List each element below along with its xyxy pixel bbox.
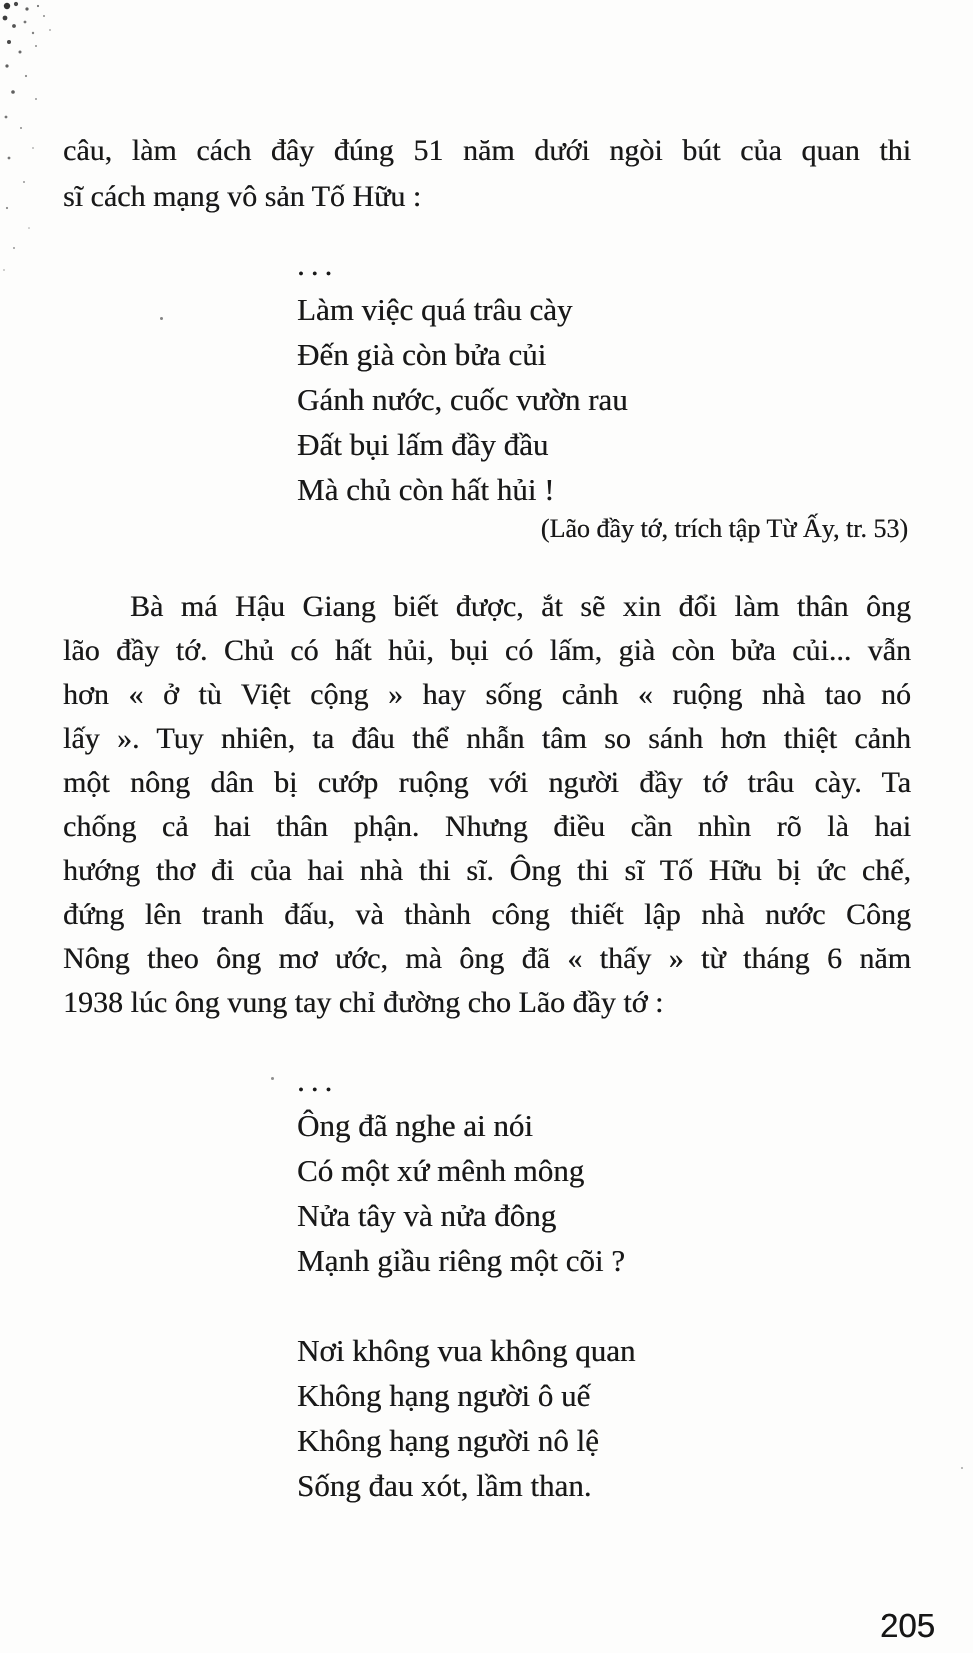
poem-line: Không hạng người nô lệ — [297, 1423, 599, 1458]
paragraph-line: Bà má Hậu Giang biết được, ắt sẽ xin đổi làm thân ông — [130, 590, 911, 623]
paragraph-line: một nông dân bị cướp ruộng với người đầy tớ trâu cày. Ta — [63, 766, 911, 799]
poem-line: Đất bụi lấm đầy đầu — [297, 427, 549, 462]
poem-line: Nơi không vua không quan — [297, 1333, 636, 1368]
paragraph-line: lấy ». Tuy nhiên, ta đâu thể nhẫn tâm so sánh hơn thiệt cảnh — [63, 722, 911, 755]
stanza-gap — [297, 1283, 635, 1328]
paragraph-line: hơn « ở tù Việt cộng » hay sống cảnh « ruộng nhà tao nó — [63, 678, 911, 711]
paragraph-line: đứng lên tranh đấu, và thành công thiết lập nhà nước Công — [63, 898, 911, 931]
paragraph-line: lão đầy tớ. Chủ có hất hủi, bụi có lấm, già còn bửa củi... vẫn — [63, 634, 911, 667]
paragraph-line: chống cả hai thân phận. Nhưng điều cần nhìn rõ là hai — [63, 810, 911, 843]
scan-speck — [160, 317, 163, 320]
intro-line: sĩ cách mạng vô sản Tố Hữu : — [63, 180, 422, 213]
intro-paragraph — [63, 128, 911, 220]
poem-citation: (Lão đầy tớ, trích tập Từ Ấy, tr. 53) — [540, 514, 908, 543]
poem-ellipsis: ... — [297, 1063, 339, 1098]
scan-speck — [961, 1467, 963, 1469]
poem-excerpt-2 — [297, 1058, 635, 1508]
poem-line: Làm việc quá trâu cày — [297, 292, 573, 327]
poem-line: Gánh nước, cuốc vườn rau — [297, 382, 628, 417]
poem-line: Mà chủ còn hất hủi ! — [297, 472, 555, 507]
page-number: 205 — [879, 1607, 935, 1644]
body-paragraph — [63, 585, 911, 1025]
poem-line: Không hạng người ô uế — [297, 1378, 591, 1413]
paragraph-line: Nông theo ông mơ ước, mà ông đã « thấy » từ tháng 6 năm — [63, 942, 911, 975]
intro-line: câu, làm cách đây đúng 51 năm dưới ngòi bút của quan thi — [63, 134, 911, 167]
stanza-2 — [297, 1328, 635, 1508]
poem-ellipsis: ... — [297, 247, 339, 282]
poem-line: Ông đã nghe ai nói — [297, 1108, 533, 1143]
poem-excerpt-1 — [297, 242, 628, 512]
poem-line: Sống đau xót, lầm than. — [297, 1468, 592, 1503]
poem-line: Mạnh giầu riêng một cõi ? — [297, 1243, 625, 1278]
stanza-1 — [297, 1103, 635, 1283]
paragraph-line: hướng thơ đi của hai nhà thi sĩ. Ông thi sĩ Tố Hữu bị ức chế, — [63, 854, 911, 887]
poem-line: Đến già còn bửa củi — [297, 337, 547, 372]
paragraph-line: 1938 lúc ông vung tay chỉ đường cho Lão đầy tớ : — [63, 986, 664, 1019]
poem-line: Có một xứ mênh mông — [297, 1153, 585, 1188]
scan-speck — [271, 1077, 274, 1080]
poem-line: Nửa tây và nửa đông — [297, 1198, 557, 1233]
